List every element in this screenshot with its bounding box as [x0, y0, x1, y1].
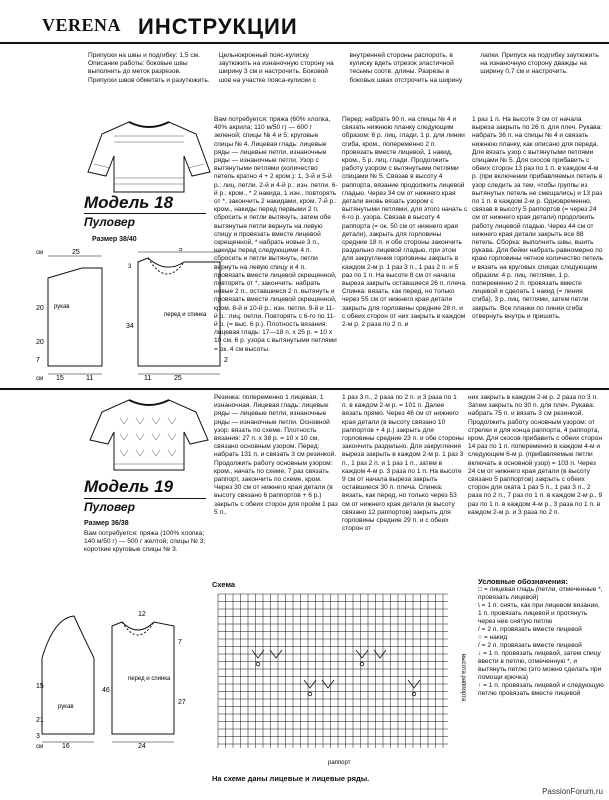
model19-sweater-illustration: [84, 394, 214, 472]
model18-materials-text: Вам потребуется: пряжа (60% хлопка, 40% акрила; 110 м/50 г) — 600 г зеленой; спицы № 4 и 5; круговые спицы № 4. Лицевая гладь: лицевые ряды — лицевые петли, изнаночные ряды — изнаночные петли. Узор с вытянутыми петлями (количество петель кратно 4 + 2 кром.): 1, 3-й и 5-й р.: лиц. петли. 2-й и 4-й р.: изн. петли. 6-й р.: кром., * 2 накида, 1 изн., повторять от *, закончить 2 накидами, кром. 7-й р.: кром., накиды перед первыми 2 п. сбросить и петли вытянуть, затем обе вытянутые петли вернуть на левую спицу и провязать вместе лицевой скрещенной, * набрать новые 3 п., накиды перед следующими 4 п. сбросить и петли вытянуть, петли вернуть на левую спицу и 4 п. провязать вместе лицевой скрещенной, повторять от *, закончить: набрать новые 2 п., оставшиеся 2 п. вытянуть и провязать вместе лицевой скрещенной, кром. 8-й и 10-й р.: изн. петли. 9-й и 11-й р.: лиц. петли. Повторять с 6-го по 11-й р. (= выс. 6 р.). Плотность вязания: лицевая гладь: 17—18 п. х 25 р. = 10 х 10 см, 6 р. узора с вытянутыми петлями = ок. 4 см высоты.: [214, 116, 338, 353]
model19-col0: [84, 530, 214, 570]
scheme-side-label: высота раппорта: [460, 654, 466, 702]
model19-rule: [84, 498, 206, 499]
legend-title: Условные обозначения:: [478, 577, 568, 586]
d18-h3: 7: [36, 357, 40, 364]
d18-h1: 20: [36, 305, 44, 312]
scheme-caption: На схеме даны лицевые и лицевые ряды.: [212, 774, 370, 783]
legend-item: □ = лицевая гладь (петли, отмеченные *, провязать лицевой): [478, 586, 603, 601]
model18-front-text: Перед: набрать 90 п. на спицы № 4 и связать нижнюю планку следующим образом: 6 р. лиц. глади, 1 р. для линии сгиба, кром., попеременно 2 п. провязать вместе лицевой, 1 накид, кром., 5 р. лиц. глади. Продолжить работу узором с вытянутыми петлями спицами № 5. Связав в высоту 4 раппорта, вязание продолжить лицевой гладью. Через 34 см от нижнего края детали вновь вязать узором с вытянутыми петлями, для этого начать с 6-го р. узора. Связав в высоту 4 раппорта (= ок. 50 см от нижнего края детали), закрыть для горловины средние 18 п. и обе стороны закончить раздельно лицевой гладью, при этом для закругления горловины закрыть в каждом 2-м р. 1 раз 3 п., 1 раз 2 п. и 5 раз по 1 п. На высоте 8 см от начала выреза закрыть оставшиеся 26 п. плеча. Спинка: вязать, как перед, но только через 55 см от нижнего края детали закрыть для горловины средние 28 п. и с обеих сторон от них закрыть в каждом 2-м р. 2 раза по 2 п. и: [342, 116, 468, 329]
brand-logo: VERENA: [42, 15, 122, 35]
model19-pattern-diagram: [34, 608, 204, 748]
d18-sm-bottom: см: [36, 376, 44, 380]
legend-item: / = 2 п. провязать вместе лицевой: [478, 626, 582, 633]
model18-subtitle: Пуловер: [84, 215, 135, 229]
d18-rukav: рукав: [54, 304, 70, 310]
d18-h2: 20: [36, 339, 44, 346]
watermark: PassionForum.ru: [542, 787, 603, 796]
d18-front: перед и спинка: [164, 312, 207, 318]
d18-sm-top: см: [36, 250, 44, 256]
d18-sl1: 25: [72, 249, 80, 256]
d19-h5: 3: [36, 733, 40, 740]
sleeve-outline: [48, 268, 102, 366]
d19-w1: 21: [36, 717, 44, 724]
model18-pattern-diagram: [34, 248, 244, 380]
d19-h4: 7: [178, 639, 182, 646]
page-title: ИНСТРУКЦИИ: [138, 14, 298, 39]
legend-item: \ = 1 п. снять, как при лицевом вязании, 1 п. провязать лицевой и протянуть через нее снятую петлю: [478, 602, 600, 625]
model19-sleeves-text: них закрыть в каждом 2-м р. 2 раза по 3 п. Затем закрыть по 30 п. для плеч. Рукава: набрать 75 п. и вязать 3 см резинкой. Продолжить работу основным узором: от стрелки и для конца раппорта, 4 раппорта, кром. Для скосов прибавить с обеих сторон 14 раз по 1 п. попеременно в каждом 4-м и следующем 6-м р. (прибавляемые петли включать в основной узор) = 103 п. Через 24 см от нижнего края детали (в высоту связано 5 раппортов) закрыть с обеих сторон для оката 1 раз 5 п., 1 раз 3 п., 2 раза по 2 п., 7 раз по 1 п. в каждом 2-м р., 9 раз по 1 п. в каждом 4-м р., 3 раза по 1 п. в каждом 2-м р. и 3 раза по 2 п.: [468, 394, 603, 516]
legend-item: / = 2 п. провязать вместе лицевой: [478, 642, 582, 649]
scheme-label: Схема: [212, 580, 236, 589]
d19-w3: 24: [138, 743, 146, 748]
d19-w2: 16: [62, 743, 70, 748]
scheme-bottom-label: раппорт: [328, 760, 351, 766]
d19-front: перед и спинка: [128, 676, 171, 682]
model19-size: Размер 36/38: [84, 520, 129, 527]
top-text: Припуски на швы и подгибку: 1,5 см. Описание работы: боковые швы выполнить до меток разрезов. Припуски швов обметать и разутюжить. Цельнокроеный пояс-кулиску заутюжить на изнаночную сторону на ширину 3 см и настрочить. Боковой шов на участке пояса-кулиски с внутренней стороны распороть, в кулиску вдеть отрезок эластичной тесьмы соотв. длины. Разрезы в боковых швах отстрочить на ширину лапки. Припуск на подгибку заутюжить на изнаночную сторону дважды на ширину 0,7 см и настрочить.: [88, 52, 599, 84]
d18-t2: 5: [179, 248, 183, 253]
sleeve-outline-19: [42, 616, 94, 734]
d18-sl2: 11: [86, 375, 94, 380]
legend-item: ↓ = 1 п. провязать лицевой, затем спицу ввести в петлю, отмеченную *, и вытянуть петлю (это можно сделать при помощи крючка): [478, 650, 602, 681]
model18-size: Размер 38/40: [92, 236, 137, 243]
model19-stitch-text: Резинка: попеременно 1 лицевая, 1 изнаночная. Лицевая гладь: лицевые ряды — лицевые петли, изнаночные ряды — изнаночные петли. Основной узор: вязать по схеме. Плотность вязания: 27 п. х 38 р. = 10 х 10 см, связано основным узором. Перед: набрать 131 п. и связать 3 см резинкой. Продолжить работу основным узором: кром., начать по схеме, 7 раз связать раппорт, закончить по схеме, кром. Через 30 см от нижнего края детали (в высоту связано 6 раппортов + 6 р.) закрыть с обеих сторон для пройм 1 раз 5 п.,: [214, 394, 338, 516]
d19-x1: 12: [138, 611, 146, 618]
d18-w3: 11: [144, 375, 152, 380]
legend: [478, 578, 604, 698]
model19-subtitle: Пуловер: [84, 500, 135, 514]
model18-rule: [84, 213, 206, 214]
d19-h2: 46: [102, 687, 110, 694]
model19-col3: [468, 394, 604, 574]
model19-materials-text: Вам потребуется: пряжа (100% хлопка; 140 м/50 г) — 500 г желтой; спицы № 3; короткие круговые спицы № 3.: [84, 530, 206, 554]
model18-title: Модель 18: [84, 193, 174, 212]
d19-h1: 15: [36, 683, 44, 690]
d18-h4: 34: [126, 323, 134, 330]
top-instructions: [88, 52, 603, 114]
d18-w2: 25: [174, 375, 182, 380]
legend-item: ↑ = 1 п. провязать лицевой и следующую петлю провязать вместе лицевой: [478, 682, 604, 697]
d19-h3: 27: [178, 699, 186, 706]
model19-front-text: 1 раз 3 п., 2 раза по 2 п. и 3 раза по 1 п. в каждом 2-м р. = 101 п. Далее вязать прямо. Через 46 см от нижнего края детали (в высоту связано 10 раппортов + 4 р.) закрыть для горловины средние 23 п. и обе стороны закончить раздельно. Для закругления выреза закрыть в каждом 2-м р. 1 раз 3 п., 1 раз 2 п. и 1 раз 1 п., затем в каждом 4-м р. 3 раза по 1 п. На высоте 9 см от начала выреза закрыть оставшиеся 30 п. плеча. Спинка: вязать, как перед, но только через 53 см от нижнего края детали (в высоту связано 12 раппортов) закрыть для горловины средние 29 п. и с обеих сторон от: [342, 394, 464, 533]
model18-sleeves-text: 1 раз 1 п. На высоте 3 см от начала выреза закрыть по 26 п. для плеч. Рукава: набрать 36 п. на спицы № 4 и связать нижнюю планку, как описано для переда. Для вязать узор с вытянутыми петлями спицами № 5. Для скосов прибавить с обеих сторон 13 раз по 1 п. в каждом 4-м р. (при включении прибавляемых петель в узор следить за тем, чтобы группы из вытянутых петель не смещались) и 13 раз по 1 п. в каждом 2-м р. Одновременно, связав в высоту 5 раппортов (= через 24 см от нижнего края детали) продолжить работу лицевой гладью. Через 44 см от нижнего края детали закрыть все 88 петель. Сборка: выполнить швы, вшить рукава. Для бейки набрать равномерно по краю горловины четное количество петель и вязать на круговых спицах следующим образом: 4 р. лиц. петлями, 1 р. попеременно 2 п. провязать вместе лицевой и сделать 1 накид (= линия сгиба), 3 р. лиц. петлями, затем петли закрыть. Все планки по линии сгиба отвернуть внутрь и пришить.: [472, 116, 604, 320]
section-divider: [0, 388, 609, 390]
model19-col1: [214, 394, 338, 574]
model18-sweater-illustration: [84, 116, 214, 194]
d18-w1: 15: [56, 375, 64, 380]
model19-title: Модель 19: [84, 477, 174, 496]
d18-t1: 3: [128, 264, 132, 270]
scheme-grid: [212, 590, 470, 766]
model18-col2: [342, 116, 468, 386]
model18-col3: [472, 116, 604, 386]
legend-item: ○ = накид: [478, 634, 508, 641]
d18-hem: 2: [224, 357, 228, 364]
header-rule: [0, 42, 609, 44]
model19-col2: [342, 394, 464, 574]
d19-rukav: рукав: [58, 704, 74, 710]
d19-sm: см: [36, 744, 44, 748]
model18-col1: [214, 116, 338, 386]
